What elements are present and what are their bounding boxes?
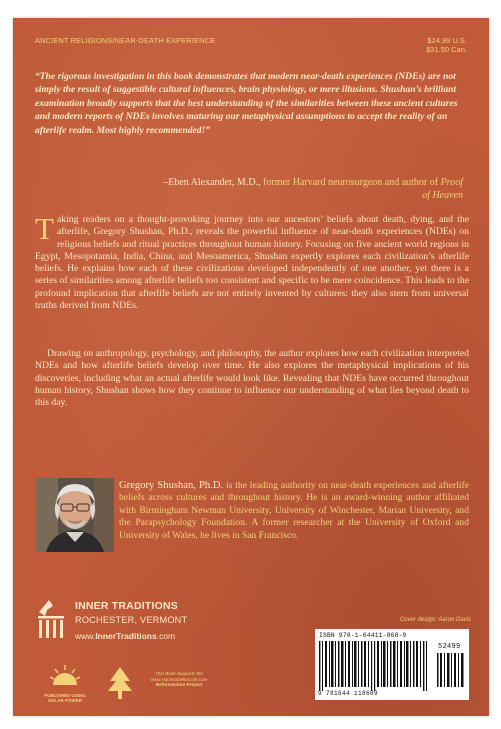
author-portrait-image: [36, 478, 114, 552]
cover-design-credit: Cover design: Aaron Davis: [399, 617, 471, 623]
author-bio-text: is the leading authority on near-death experiences and afterlife beliefs across cultures and throughout history. He is an award-winning author affiliated with Birmingham Newman University, University of Winchester, Marian University, and the Parapsychology Foundation. A former researcher at the University of Oxford and University of Wales, he lives in San Francisco.: [119, 480, 469, 541]
tree-icon: [106, 665, 134, 701]
author-name: Gregory Shushan, Ph.D.: [119, 480, 224, 491]
endorsement-attribution: [163, 176, 463, 203]
barcode-digits: 9 781644 118689: [318, 690, 379, 697]
reforestation-text: [134, 671, 224, 688]
barcode-price-code: 52499: [438, 643, 461, 651]
description-paragraph-1: [35, 211, 469, 312]
author-bio: [119, 480, 469, 542]
price-barcode-bars: [437, 653, 465, 687]
publisher-logo-icon: [35, 598, 67, 640]
reforestation-line-2[interactable]: www.HaciendaRioCote.com: [150, 676, 208, 682]
reforestation-line-1: This Book Supports the: [155, 671, 203, 676]
publisher-url-bold: InnerTraditions: [95, 631, 157, 641]
reforestation-badge: [106, 663, 226, 707]
book-back-cover: [13, 18, 489, 716]
endorser-book-title: Proof of Heaven: [422, 177, 463, 202]
cover-header: [35, 36, 467, 60]
publisher-name: INNER TRADITIONS: [75, 600, 178, 612]
endorsement-quote: “The rigorous investigation in this book demonstrates that modern near-death experiences (NDEs) are not simply the result of suggestible cultural influences, brain physiology, or mere illusions. Shushan’s brilliant examination broadly supports that the best understanding of the similarities between these ancient cultures and modern reports of NDEs involves maturing our metaphysical assumptions to accept the reality of an afterlife realm. Most highly recommended!”: [35, 71, 458, 136]
publisher-url-prefix: www.: [75, 631, 96, 641]
barcode-bars: [319, 641, 431, 691]
price-can: $31.50 Can.: [426, 45, 467, 54]
isbn-barcode: [315, 629, 469, 700]
publisher-url[interactable]: [75, 631, 175, 641]
endorser-name: –Eben Alexander, M.D.,: [163, 177, 261, 188]
reforestation-line-3: Reforestation Project: [155, 682, 203, 688]
sun-icon: [50, 663, 80, 693]
price-us: $24.99 U.S.: [427, 36, 467, 45]
drop-cap: T: [35, 211, 54, 246]
price-block: [426, 36, 467, 54]
solar-power-text: PUBLISHED USING SOLAR POWER: [44, 693, 86, 703]
author-photo: [36, 478, 114, 552]
publisher-block: [35, 594, 235, 654]
publisher-city: ROCHESTER, VERMONT: [75, 615, 188, 625]
isbn-number: ISBN 978-1-64411-868-9: [319, 632, 407, 639]
solar-power-badge: [36, 663, 94, 707]
description-paragraph-2: Drawing on anthropology, psychology, and philosophy, the author explores how each civilization interpreted NDEs and how afterlife beliefs develop over time. He also explores the metaphysical implications of his discoveries, including what an actual afterlife would look like. Revealing that NDEs have occurred throughout human history, Shushan shows how they continue to influence our understanding of what lies beyond death to this day.: [35, 348, 469, 409]
category-label: ANCIENT RELIGIONS/NEAR-DEATH EXPERIENCE: [35, 36, 216, 45]
description-text-1: aking readers on a thought-provoking journey into our ancestors’ beliefs about death, dying, and the afterlife, Gregory Shushan, Ph.D., reveals the powerful influence of near-death experiences (NDEs) on religious beliefs and ritual practices throughout human history. Focusing on five ancient world regions in Egypt, Mesopotamia, India, China, and Mesoamerica, Shushan expertly explores each civilization’s afterlife beliefs. He explains how each of these civilizations developed independently of one another, yet there is a series of similarities among afterlife beliefs too consistent and specific to be mere coincidence. This leads to the profound implication that afterlife beliefs are not entirely invented by cultures: they also stem from universal truths derived from NDEs.: [35, 214, 469, 312]
publisher-url-suffix: .com: [156, 631, 176, 641]
endorser-credential: former Harvard neurosurgeon and author of: [263, 177, 439, 188]
